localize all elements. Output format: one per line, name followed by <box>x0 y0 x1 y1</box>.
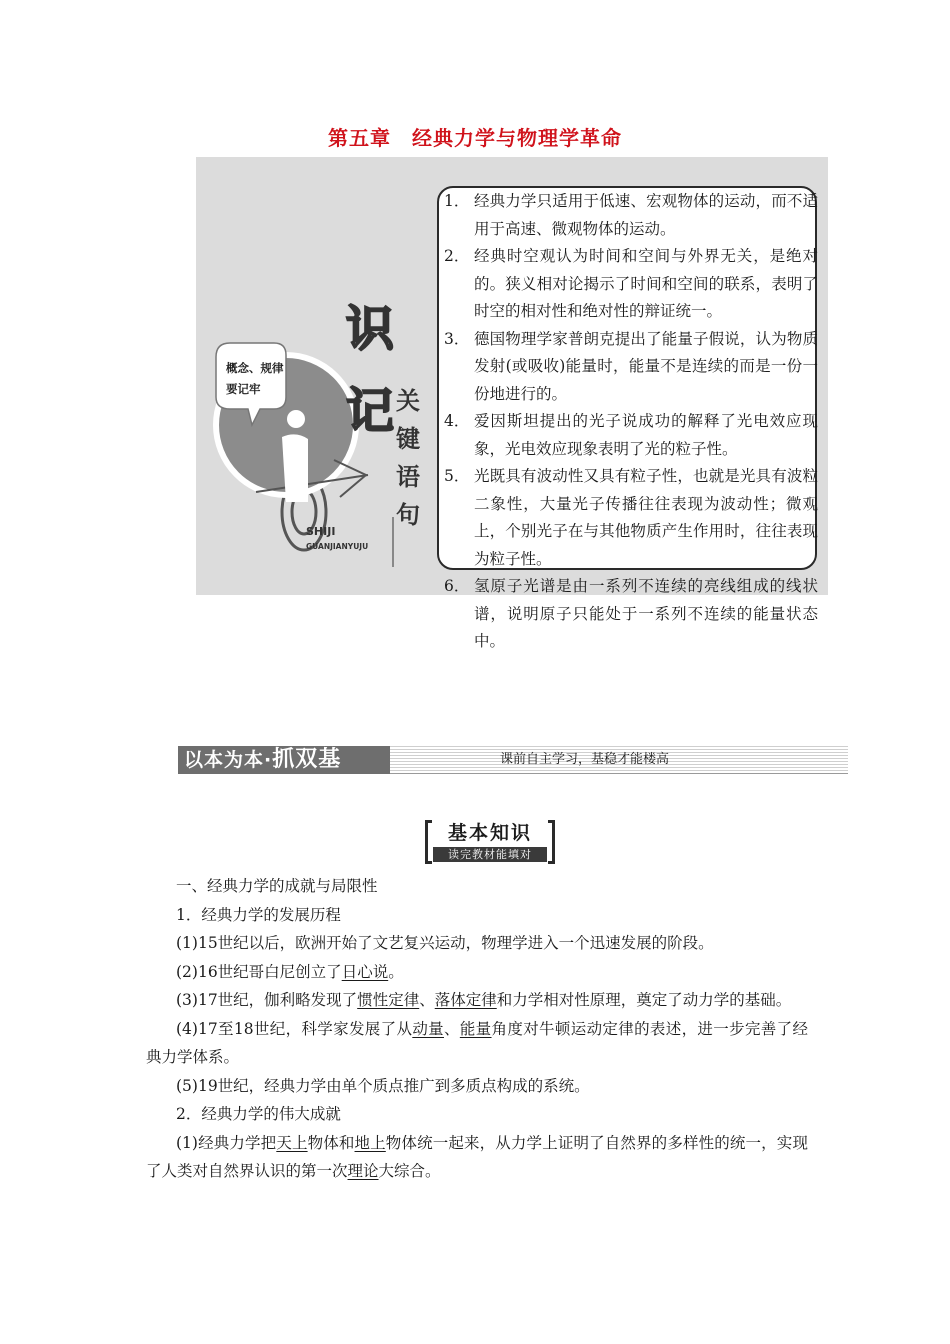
subheading-2: 2．经典力学的伟大成就 <box>176 1105 341 1123</box>
bubble-text-line2: 要记牢 <box>226 382 261 396</box>
section-header-label <box>178 746 390 774</box>
answer-blank: 动量 <box>412 1019 444 1038</box>
badge-bracket-right <box>548 820 555 864</box>
badge-title: 基本知识 <box>447 822 532 844</box>
answer-blank: 日心说 <box>341 962 389 981</box>
vertical-text-4: 句 <box>396 501 420 529</box>
key-point-4: 4． 爱因斯坦提出的光子说成功的解释了光电效应现象，光电效应现象表明了光的粒子性。 <box>444 412 818 458</box>
key-point-1: 1． 经典力学只适用于低速、宏观物体的运动，而不适用于高速、微观物体的运动。 <box>444 192 818 238</box>
pinyin-guanjianyuju: GUANJIANYUJU <box>306 542 369 551</box>
shiji-banner-illustration <box>196 157 446 595</box>
answer-blank: 落体定律 <box>434 991 497 1009</box>
key-point-5: 5． 光既具有波动性又具有粒子性，也就是光具有波粒二象性，大量光子传播往往表现为波动性；微观上，个别光子在与其他物质产生作用时，往往表现为粒子性。 <box>444 467 818 568</box>
vertical-text-2: 键 <box>396 425 420 453</box>
key-point-6: 6． 氢原子光谱是由一系列不连续的亮线组成的线状谱，说明原子只能处于一系列不连续的能量状态中。 <box>444 577 818 650</box>
key-point-3: 3． 德国物理学家普朗克提出了能量子假说，认为物质发射(或吸收)能量时，能量不是连续的而是一份一份地进行的。 <box>444 329 818 403</box>
chapter-title: 第五章 经典力学与物理学革命 <box>328 126 622 150</box>
section-header-tagline: 课前自主学习，基稳才能楼高 <box>500 752 670 767</box>
heading-1: 一、经典力学的成就与局限性 <box>176 877 378 895</box>
answer-blank: 理论 <box>347 1162 379 1180</box>
paragraph-4: (4)17至18世纪，科学家发展了从动量、能量角度对牛顿运动定律的表述，进一步完善了经典力学体系。 <box>146 1019 808 1066</box>
paragraph-3: (3)17世纪，伽利略发现了惯性定律、落体定律和力学相对性原理，奠定了动力学的基础。 <box>176 991 792 1009</box>
big-char-shi: 识 <box>346 301 395 357</box>
bubble-text-line1: 概念、规律 <box>226 361 284 375</box>
answer-blank: 地上 <box>354 1133 386 1152</box>
paragraph-5: (5)19世纪，经典力学由单个质点推广到多质点构成的系统。 <box>176 1076 590 1095</box>
big-char-ji: 记 <box>346 383 395 439</box>
badge-subtitle: 读完教材能填对 <box>433 847 547 862</box>
key-sentences-list <box>444 188 818 656</box>
main-content <box>146 872 808 1186</box>
key-point-2: 2． 经典时空观认为时间和空间与外界无关，是绝对的。狭义相对论揭示了时间和空间的联系，表明了时空的相对性和绝对性的辩证统一。 <box>444 247 818 320</box>
paragraph-2: (2)16世纪哥白尼创立了日心说。 <box>176 962 404 981</box>
vertical-text-3: 语 <box>396 463 420 491</box>
pinyin-shiji: SHIJI <box>306 525 336 538</box>
paragraph-6: (1)经典力学把天上物体和地上物体统一起来，从力学上证明了自然界的多样性的统一，实现了人类对自然界认识的第一次理论大综合。 <box>146 1133 808 1180</box>
section-header-big: 抓双基 <box>272 747 342 772</box>
vertical-text-1: 关 <box>396 387 420 415</box>
answer-blank: 天上 <box>276 1133 308 1152</box>
paragraph-1: (1)15世纪以后，欧洲开始了文艺复兴运动，物理学进入一个迅速发展的阶段。 <box>176 934 714 952</box>
section-header-small: 以本为本· <box>184 749 273 771</box>
answer-blank: 能量 <box>459 1019 492 1038</box>
subheading-1: 1．经典力学的发展历程 <box>176 905 341 924</box>
basic-knowledge-badge <box>427 820 553 864</box>
answer-blank: 惯性定律 <box>357 991 420 1009</box>
